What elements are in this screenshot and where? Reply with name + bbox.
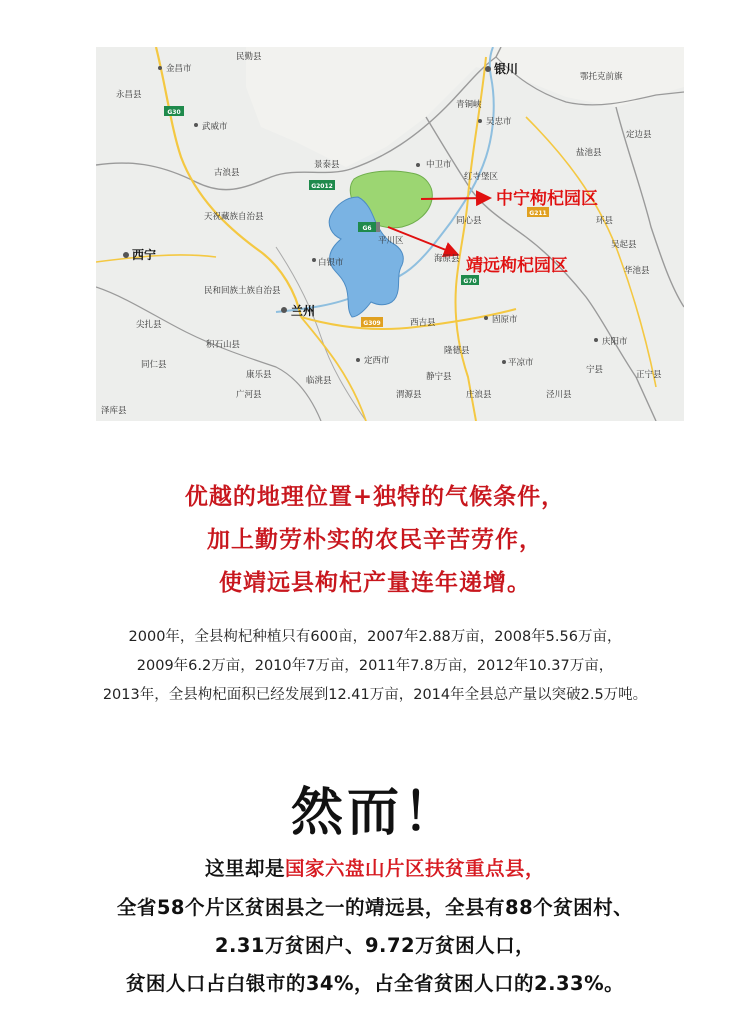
label-xiji: 西吉县 — [410, 318, 436, 328]
label-guanghe: 广河县 — [236, 390, 262, 400]
label-qingyang: 庆阳市 — [602, 337, 628, 347]
svg-text:G2012: G2012 — [311, 183, 333, 190]
label-zeku: 泽库县 — [101, 406, 127, 416]
headline-line-2: 加上勤劳朴实的农民辛苦劳作， — [207, 527, 543, 553]
label-weiyuan: 渭源县 — [396, 390, 422, 400]
label-zhenning: 正宁县 — [636, 370, 662, 380]
label-pingchuan: 平川区 — [378, 236, 404, 246]
label-qingtongxia: 青铜峡 — [456, 100, 482, 110]
label-yongchang: 永昌县 — [116, 90, 142, 100]
poverty-line-1-prefix: 这里却是 — [204, 857, 285, 880]
label-guyuan: 固原市 — [492, 315, 518, 325]
label-pingliang: 平凉市 — [508, 358, 534, 368]
label-tongren: 同仁县 — [141, 360, 167, 370]
label-gulang: 古浪县 — [214, 168, 240, 178]
stats-line-3: 2013年，全县枸杞面积已经发展到12.41万亩，2014年全县总产量以突破2.5万吨。 — [102, 687, 648, 703]
poverty-line-1-highlight: 国家六盘山片区扶贫重点县， — [285, 857, 546, 880]
callout-zhongning: 中宁枸杞园区 — [496, 189, 598, 209]
label-lintao: 临洮县 — [306, 376, 332, 386]
label-zhongwei-area: 景泰县 — [314, 160, 340, 170]
label-jingning: 静宁县 — [426, 372, 452, 382]
label-haiyuan: 海原县 — [434, 254, 460, 264]
label-tianzhu: 天祝藏族自治县 — [204, 212, 264, 222]
headline-line-3: 使靖远县枸杞产量连年递增。 — [219, 570, 531, 596]
poverty-line-1 — [0, 853, 750, 881]
label-minqin: 民勤县 — [236, 52, 262, 62]
label-dingbian: 定边县 — [626, 130, 652, 140]
svg-text:G309: G309 — [363, 320, 381, 327]
label-zhuanglang: 庄浪县 — [466, 390, 492, 400]
svg-text:G211: G211 — [529, 210, 547, 217]
map-svg — [96, 47, 684, 421]
road-shield-g309 — [361, 317, 383, 327]
poverty-line-3: 2.31万贫困户、9.72万贫困人口， — [214, 934, 536, 957]
callout-jingyuan: 靖远枸杞园区 — [466, 256, 568, 276]
however-heading: 然而！ — [290, 783, 459, 843]
label-huanxian: 环县 — [596, 216, 614, 226]
label-baiyin: 白银市 — [318, 258, 344, 268]
label-wuwei: 武威市 — [202, 122, 228, 132]
label-hezuo: 康乐县 — [246, 370, 272, 380]
poverty-line-4: 贫困人口占白银市的34%，占全省贫困人口的2.33%。 — [125, 972, 625, 995]
road-shield-g2012 — [309, 180, 335, 190]
svg-text:G30: G30 — [167, 109, 181, 116]
label-eqian: 鄂托克前旗 — [580, 72, 623, 82]
label-jinchang: 金昌市 — [166, 64, 192, 74]
label-minhe: 民和回族土族自治县 — [204, 286, 281, 296]
label-huachi: 华池县 — [624, 266, 650, 276]
label-dingxi: 定西市 — [364, 356, 390, 366]
road-shield-g6 — [358, 222, 376, 232]
svg-text:G6: G6 — [362, 225, 372, 232]
label-xining: 西宁 — [132, 248, 157, 262]
label-wuqi: 吴起县 — [611, 240, 637, 250]
label-longde: 隆德县 — [444, 346, 470, 356]
label-hongsibu: 红寺堡区 — [464, 172, 499, 182]
label-lanzhou: 兰州 — [291, 304, 316, 318]
road-shield-g70 — [461, 275, 479, 285]
label-ningxian: 宁县 — [586, 365, 604, 375]
region-map — [96, 47, 684, 421]
label-yanchi: 盐池县 — [576, 148, 602, 158]
label-tongxin: 同心县 — [456, 216, 482, 226]
label-yinchuan: 银川 — [494, 62, 519, 76]
road-shield-g30 — [164, 106, 184, 116]
label-wuzhong: 吴忠市 — [486, 117, 512, 127]
stats-line-2: 2009年6.2万亩，2010年7万亩，2011年7.8万亩，2012年10.37万亩， — [136, 658, 614, 674]
headline-line-1: 优越的地理位置+独特的气候条件， — [184, 484, 566, 510]
label-jingchuan: 泾川县 — [546, 390, 572, 400]
svg-text:G70: G70 — [463, 278, 477, 285]
label-zhongwei: 中卫市 — [426, 160, 452, 170]
label-jianzha: 尖扎县 — [136, 320, 162, 330]
poverty-line-2: 全省58个片区贫困县之一的靖远县，全县有88个贫困村、 — [116, 896, 634, 919]
stats-line-1: 2000年，全县枸杞种植只有600亩，2007年2.88万亩，2008年5.56万亩， — [128, 629, 622, 645]
label-jishishan: 积石山县 — [206, 340, 241, 350]
